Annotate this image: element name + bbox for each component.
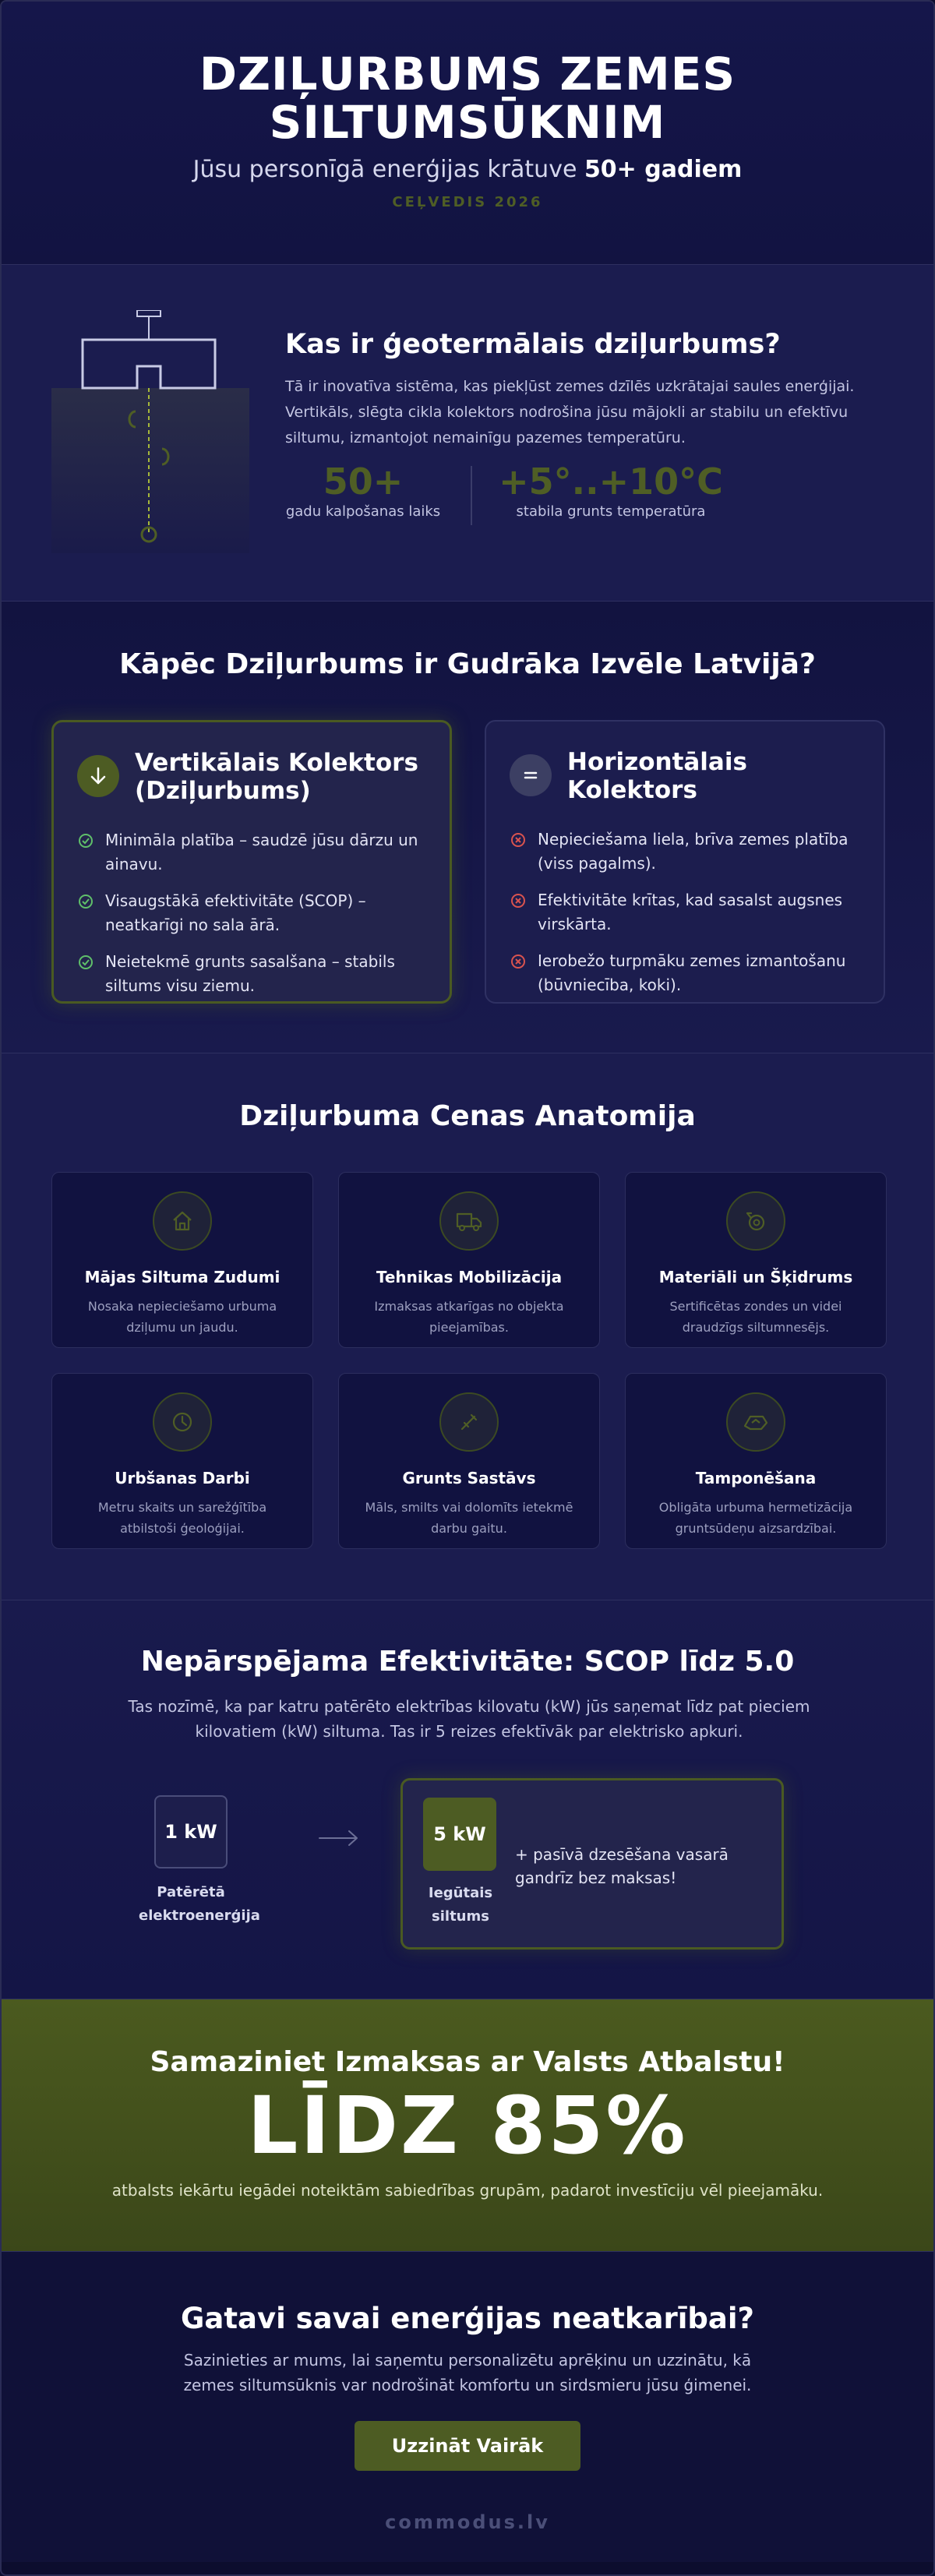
- cost-factor-tile: [625, 1373, 887, 1549]
- guide-label: CEĻVEDIS 2026: [392, 194, 543, 210]
- cons-list: [510, 827, 860, 997]
- house-icon: [153, 1191, 212, 1251]
- horizontal-collector-card: [485, 720, 885, 1004]
- tile-title: Materiāli un Šķidrums: [658, 1268, 853, 1286]
- learn-more-button[interactable]: Uzzināt Vairāk: [355, 2421, 580, 2471]
- tile-title: Tehnikas Mobilizācija: [376, 1268, 563, 1286]
- list-item-text: Neietekmē grunts sasalšana – stabils siltums visu ziemu.: [105, 952, 395, 995]
- support-title: Samaziniet Izmaksas ar Valsts Atbalstu!: [150, 2046, 785, 2078]
- pros-list: [77, 828, 426, 998]
- card-header: [510, 748, 860, 804]
- hero-section: [2, 2, 933, 265]
- stat-temperature: [494, 461, 728, 520]
- check-circle-icon: [77, 954, 94, 971]
- what-is-title: Kas ir ģeotermālais dziļurbums?: [285, 329, 781, 360]
- list-item: [77, 889, 426, 937]
- stat-label: gadu kalpošanas laiks: [285, 503, 441, 520]
- stat-divider: [471, 466, 472, 525]
- vertical-collector-card: [51, 720, 452, 1004]
- hero-subtitle-bold: 50+ gadiem: [584, 156, 743, 183]
- what-is-description: Tā ir inovatīva sistēma, kas piekļūst zemes dzīlēs uzkrātajai saules enerģijai. Vertikāls, slēgta cikla kolektors nodrošina jūsu mājokli ar stabilu un efektīvu siltumu, izmantojot nemainīgu pazemes temperatūru.: [285, 378, 855, 446]
- tile-text: Māls, smilts vai dolomīts ietekmē darbu gaitu.: [365, 1500, 573, 1536]
- cost-factor-tile: [51, 1172, 313, 1348]
- card-title: Horizontālais Kolektors: [567, 748, 747, 804]
- tile-title: Tamponēšana: [695, 1469, 817, 1487]
- clock-icon: [153, 1392, 212, 1452]
- card-title: Vertikālais Kolektors (Dziļurbums): [135, 749, 418, 805]
- stat-lifetime: [285, 461, 441, 520]
- cta-section: [2, 2252, 933, 2562]
- passive-cooling-note: + pasīvā dzesēšana vasarā gandrīz bez maksas!: [515, 1845, 729, 1887]
- stats-row: [285, 461, 753, 531]
- why-section: [2, 602, 933, 1053]
- check-circle-icon: [77, 832, 94, 849]
- what-is-section: [2, 265, 933, 602]
- seal-icon: [726, 1392, 785, 1452]
- input-kw-box: 1 kW: [154, 1795, 228, 1868]
- output-box: [400, 1778, 784, 1950]
- cost-factor-tile: [338, 1373, 600, 1549]
- stat-label: stabila grunts temperatūra: [516, 503, 706, 520]
- cost-factor-tile: [51, 1373, 313, 1549]
- support-text: atbalsts iekārtu iegādei noteiktām sabiedrības grupām, padarot investīciju vēl pieejamāku.: [111, 2181, 824, 2200]
- list-item-text: Nepieciešama liela, brīva zemes platība (viss pagalms).: [538, 830, 849, 873]
- state-support-section: [2, 1999, 933, 2252]
- x-circle-icon: [510, 831, 527, 849]
- hero-subtitle: [2, 156, 933, 183]
- list-item-text: Ierobežo turpmāku zemes izmantošanu (būvniecība, koki).: [538, 951, 846, 994]
- cost-anatomy-section: [2, 1053, 933, 1600]
- list-item: [77, 950, 426, 998]
- check-circle-icon: [77, 893, 94, 910]
- material-icon: [726, 1191, 785, 1251]
- hero-title: DZIĻURBUMS ZEMES SILTUMSŪKNIM: [199, 48, 736, 149]
- tile-title: Urbšanas Darbi: [115, 1469, 250, 1487]
- tile-text: Metru skaits un sarežģītība atbilstoši ģeoloģijai.: [97, 1500, 267, 1536]
- cost-factor-tile: [338, 1172, 600, 1348]
- hero-subtitle-text: Jūsu personīgā enerģijas krātuve: [192, 156, 584, 183]
- list-item-text: Visaugstākā efektivitāte (SCOP) – neatkarīgi no sala ārā.: [105, 891, 366, 934]
- input-kw-label: Patērētā elektroenerģija: [139, 1884, 260, 1924]
- tile-text: Sertificētas zondes un videi draudzīgs siltumnesējs.: [669, 1299, 842, 1335]
- list-item-text: Minimāla platība – saudzē jūsu dārzu un ainavu.: [105, 831, 418, 873]
- scop-section: [2, 1600, 933, 1999]
- tile-text: Obligāta urbuma hermetizācija gruntsūdeņu aizsardzībai.: [658, 1500, 853, 1536]
- brand-link[interactable]: commodus.lv: [385, 2511, 550, 2533]
- stat-value: 50+: [323, 461, 404, 503]
- output-kw-box: 5 kW: [423, 1798, 496, 1871]
- card-header: [77, 749, 426, 805]
- list-item: [77, 828, 426, 877]
- list-item: [510, 827, 860, 876]
- tile-title: Grunts Sastāvs: [402, 1469, 536, 1487]
- cost-factor-tile: [625, 1172, 887, 1348]
- cta-text: Sazinieties ar mums, lai saņemtu personalizētu aprēķinu un uzzinātu, kā zemes siltumsūknis var nodrošināt komfortu un sirdsmieru jūsu ģimenei.: [183, 2351, 752, 2394]
- scop-title: Nepārspējama Efektivitāte: SCOP līdz 5.0: [140, 1646, 795, 1678]
- arrow-right-icon: [316, 1826, 363, 1850]
- tile-text: Izmaksas atkarīgas no objekta pieejamības.: [374, 1299, 564, 1335]
- list-item-text: Efektivitāte krītas, kad sasalst augsnes virskārta.: [538, 891, 843, 933]
- list-item: [510, 949, 860, 997]
- support-percentage: LĪDZ 85%: [247, 2080, 688, 2172]
- truck-icon: [439, 1191, 499, 1251]
- list-item: [510, 888, 860, 937]
- why-title: Kāpēc Dziļurbums ir Gudrāka Izvēle Latvijā?: [119, 648, 816, 680]
- stat-value: +5°..+10°C: [499, 461, 723, 503]
- tile-title: Mājas Siltuma Zudumi: [84, 1268, 280, 1286]
- x-circle-icon: [510, 953, 527, 970]
- drill-icon: [439, 1392, 499, 1452]
- geothermal-illustration-icon: [51, 310, 249, 553]
- equals-icon: [510, 754, 552, 796]
- cta-title: Gatavi savai enerģijas neatkarībai?: [180, 2302, 754, 2335]
- anatomy-title: Dziļurbuma Cenas Anatomija: [239, 1100, 696, 1132]
- scop-description: Tas nozīmē, ka par katru patērēto elektrības kilovatu (kW) jūs saņemat līdz pat pieciem kilovatiem (kW) siltuma. Tas ir 5 reizes efektīvāk par elektrisko apkuri.: [128, 1697, 810, 1741]
- what-is-text: [285, 329, 885, 451]
- tile-text: Nosaka nepieciešamo urbuma dziļumu un jaudu.: [87, 1299, 277, 1335]
- output-kw-label: Iegūtais siltums: [428, 1885, 493, 1925]
- arrow-down-icon: [77, 755, 119, 797]
- x-circle-icon: [510, 892, 527, 909]
